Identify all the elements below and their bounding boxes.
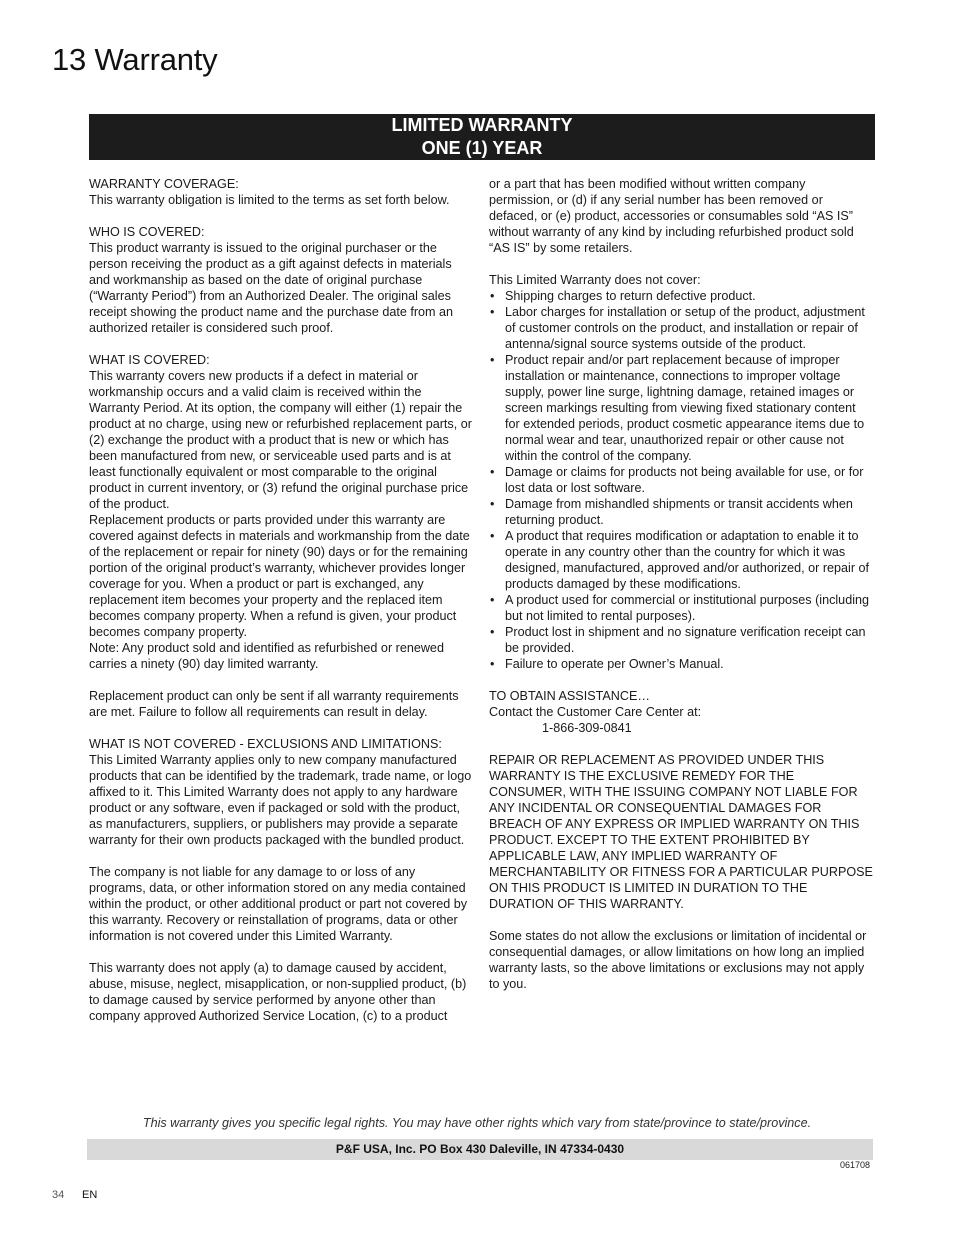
left-column xyxy=(89,176,473,1040)
refurbished-note: Note: Any product sold and identified as refurbished or renewed carries a ninety (90) day limited warranty. xyxy=(89,641,444,671)
not-cover-intro: This Limited Warranty does not cover: xyxy=(489,273,701,287)
section-coverage xyxy=(89,176,473,208)
list-item: • Damage from mishandled shipments or transit accidents when returning product. xyxy=(489,496,873,528)
page-title: 13 Warranty xyxy=(52,42,218,77)
section-not-covered xyxy=(89,736,473,848)
list-item: • A product that requires modification or adaptation to enable it to operate in any country other than the country for which it was designed, manufactured, approved and/or authorized, or repair of products damaged by these modifications. xyxy=(489,528,873,592)
states-text: Some states do not allow the exclusions or limitation of incidental or consequential damages, or allow limitations on how long an implied warranty lasts, so the above limitations or exclusions may not apply to you. xyxy=(489,929,867,991)
list-item: • Product repair and/or part replacement because of improper installation or maintenance, connections to improper voltage supply, power line surge, lightning damage, retained images or screen markings resulting from viewing fixed stationary content for extended periods, product cosmetic appearance items due to normal wear and tear, unauthorized repair or other cause not within the control of the company. xyxy=(489,352,873,464)
assistance-heading: TO OBTAIN ASSISTANCE… xyxy=(489,689,650,703)
language-code: EN xyxy=(82,1189,98,1201)
does-not-apply-text: This warranty does not apply (a) to damage caused by accident, abuse, misuse, neglect, misapplication, or non-supplied product, (b) to damage caused by service performed by anyone other than company approved Authorized Service Location, (c) to a product xyxy=(89,961,467,1023)
list-item: • Damage or claims for products not being available for use, or for lost data or lost software. xyxy=(489,464,873,496)
coverage-heading: WARRANTY COVERAGE: xyxy=(89,177,239,191)
section-what-covered xyxy=(89,352,473,672)
what-covered-heading: WHAT IS COVERED: xyxy=(89,353,210,367)
page-number: 34 xyxy=(52,1189,65,1201)
right-column xyxy=(489,176,873,1008)
not-cover-list xyxy=(489,288,873,672)
coverage-text: This warranty obligation is limited to the terms as set forth below. xyxy=(89,193,450,207)
warranty-banner xyxy=(89,114,875,160)
replacement-coverage-text: Replacement products or parts provided under this warranty are covered against defects in materials and workmanship from the date of the replacement or repair for ninety (90) days or for the remaining portion of the original product’s warranty, whichever provides longer coverage for you. When a product or part is exchanged, any replacement item becomes your property and the replaced item becomes company property. When a refund is given, your product becomes company property. xyxy=(89,513,470,639)
section-who-covered xyxy=(89,224,473,336)
remedy-text: REPAIR OR REPLACEMENT AS PROVIDED UNDER THIS WARRANTY IS THE EXCLUSIVE REMEDY FOR THE CONSUMER, WITH THE ISSUING COMPANY NOT LIABLE FOR ANY INCIDENTAL OR CONSEQUENTIAL DAMAGES FOR BREACH OF ANY EXPRESS OR IMPLIED WARRANTY ON THIS PRODUCT. EXCEPT TO THE EXTENT PROHIBITED BY APPLICABLE LAW, ANY IMPLIED WARRANTY OF MERCHANTABILITY OR FITNESS FOR A PARTICULAR PURPOSE ON THIS PRODUCT IS LIMITED IN DURATION TO THE DURATION OF THIS WARRANTY. xyxy=(489,753,873,911)
list-item: • Labor charges for installation or setup of the product, adjustment of customer controls on the product, and installation or repair of antenna/signal source systems outside of the product. xyxy=(489,304,873,352)
list-item: • Product lost in shipment and no signature verification receipt can be provided. xyxy=(489,624,873,656)
banner-title: LIMITED WARRANTY xyxy=(391,115,573,135)
not-covered-heading: WHAT IS NOT COVERED - EXCLUSIONS AND LIMITATIONS: xyxy=(89,737,442,751)
not-covered-text: This Limited Warranty applies only to new company manufactured products that can be identified by the trademark, trade name, or logo affixed to it. This Limited Warranty does not apply to any hardware product or any software, even if packaged or sold with the product, as manufacturers, suppliers, or publishers may provide a separate warranty for their own products packaged with the bundled product. xyxy=(89,753,472,847)
legal-rights-note: This warranty gives you specific legal rights. You may have other rights which vary from state/province to state/province. xyxy=(142,1116,812,1130)
liability-text: The company is not liable for any damage to or loss of any programs, data, or other information stored on any media contained within the product, or other additional product or part not covered by this warranty. Recovery or reinstallation of programs, data or other information is not covered under this Limited Warranty. xyxy=(89,865,468,943)
replacement-requirements-text: Replacement product can only be sent if all warranty requirements are met. Failure to follow all requirements can result in delay. xyxy=(89,689,459,719)
who-covered-text: This product warranty is issued to the original purchaser or the person receiving the product as a gift against defects in materials and workmanship as based on the date of original purchase (“Warranty Period”) from an Authorized Dealer. The original sales receipt showing the product name and the purchase date from an authorized retailer is considered such proof. xyxy=(89,241,454,335)
list-item: • Failure to operate per Owner’s Manual. xyxy=(489,656,873,672)
document-code: 061708 xyxy=(839,1160,870,1170)
continuation-text: or a part that has been modified without written company permission, or (d) if any serial number has been removed or defaced, or (e) product, accessories or consumables sold “AS IS” without warranty of any kind by including refurbished product sold “AS IS” by some retailers. xyxy=(489,177,854,255)
list-item: • A product used for commercial or institutional purposes (including but not limited to rental purposes). xyxy=(489,592,873,624)
banner-subtitle: ONE (1) YEAR xyxy=(421,138,543,158)
what-covered-text: This warranty covers new products if a defect in material or workmanship occurs and a valid claim is received within the Warranty Period. At its option, the company will either (1) repair the product at no charge, using new or refurbished replacement parts, or (2) exchange the product with a product that is new or which has been manufactured from new, or serviceable used parts and is at least functionally equivalent or most comparable to the original product in current inventory, or (3) refund the original purchase price of the product. xyxy=(89,369,472,511)
who-covered-heading: WHO IS COVERED: xyxy=(89,225,205,239)
customer-care-phone: 1-866-309-0841 xyxy=(542,721,632,735)
list-item: • Shipping charges to return defective product. xyxy=(489,288,873,304)
company-address: P&F USA, Inc. PO Box 430 Daleville, IN 47334-0430 xyxy=(87,1139,873,1160)
assistance-text: Contact the Customer Care Center at: xyxy=(489,705,702,719)
section-assistance xyxy=(489,688,873,736)
